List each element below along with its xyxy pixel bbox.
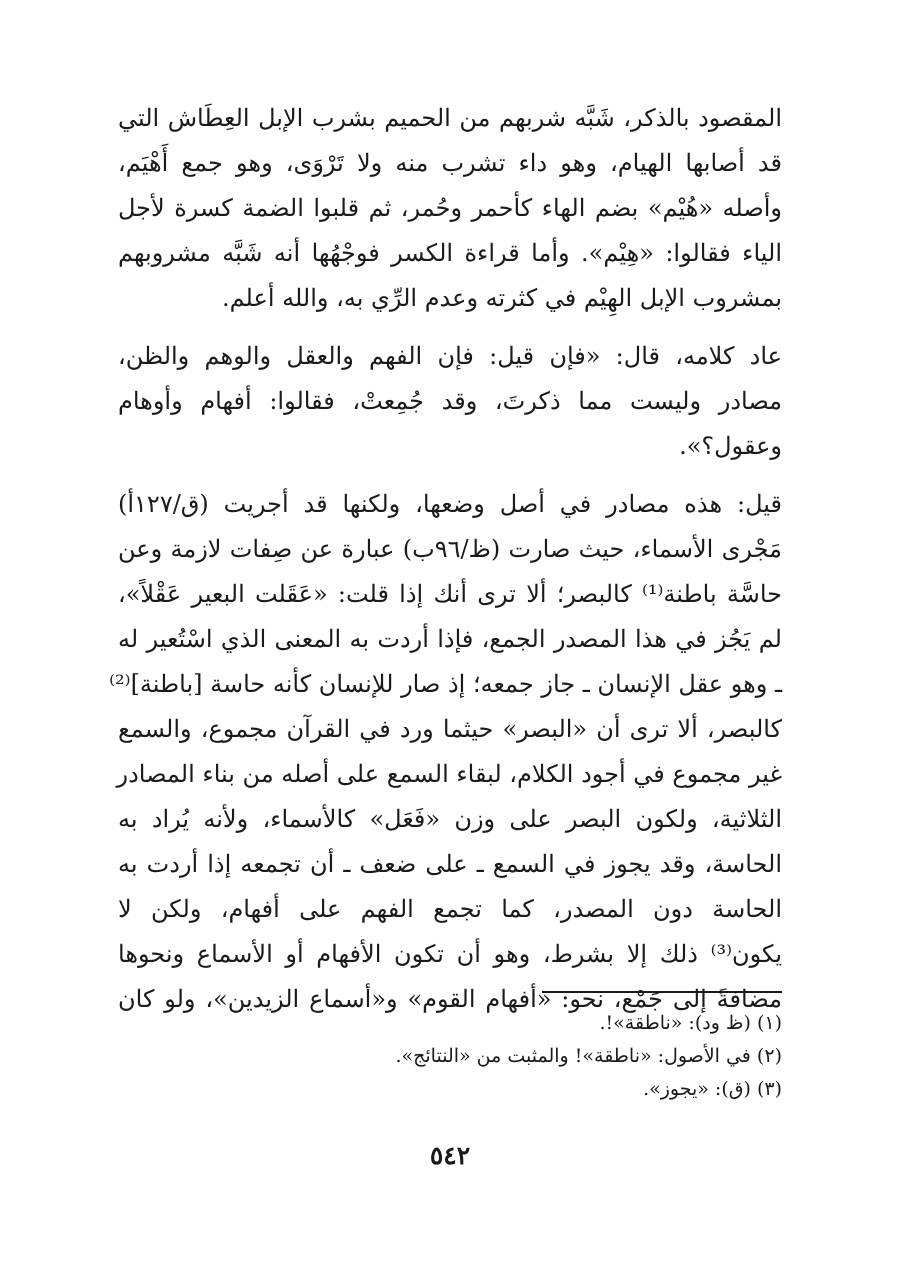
text-line: الثلاثية، ولكون البصر على وزن «فَعَل» كالأسماء، ولأنه يُراد به <box>118 805 782 833</box>
page-number: ٥٤٢ <box>429 1141 471 1170</box>
text-line: وعقول؟». <box>679 432 782 460</box>
main-text <box>109 96 783 1022</box>
text-line: الياء فقالوا: «هِيْم». وأما قراءة الكسر فوجْهُها أنه شَبَّه مشروبهم <box>118 239 782 267</box>
text-line: قيل: هذه مصادر في أصل وضعها، ولكنها قد أجريت (ق/١٢٧أ) <box>118 490 782 518</box>
footnote-3: (٣) (ق): «يجوز». <box>643 1078 782 1100</box>
paragraph-3 <box>109 482 783 1022</box>
text-line: حاسَّة باطنة⁽¹⁾ كالبصر؛ ألا ترى أنك إذا قلت: «عَقَلت البعير عَقْلاً»، <box>118 580 782 608</box>
text-line: غير مجموع في أجود الكلام، لبقاء السمع على أصله من بناء المصادر <box>116 760 782 788</box>
text-line: عاد كلامه، قال: «فإن قيل: فإن الفهم والعقل والوهم والظن، <box>118 342 782 370</box>
footnotes <box>118 1007 782 1106</box>
text-line: بمشروب الإبل الهِيْم في كثرته وعدم الرِّي به، والله أعلم. <box>221 284 782 312</box>
text-line: الحاسة دون المصدر، كما تجمع الفهم على أفهام، ولكن لا <box>118 895 782 923</box>
text-line: كالبصر، ألا ترى أن «البصر» حيثما ورد في القرآن مجموع، والسمع <box>118 715 782 743</box>
footnote-separator <box>542 991 782 993</box>
text-line: مضافةً إلى جَمْع، نحو: «أفهام القوم» و«أسماع الزيدين»، ولو كان <box>118 985 782 1013</box>
paragraph-1 <box>118 96 782 321</box>
text-line: ـ وهو عقل الإنسان ـ جاز جمعه؛ إذ صار للإنسان كأنه حاسة [باطنة]⁽²⁾ <box>109 670 782 698</box>
text-line: مصادر وليست مما ذكرتَ، وقد جُمِعتْ، فقالوا: أفهام وأوهام <box>118 387 782 415</box>
text-line: يكون⁽³⁾ ذلك إلا بشرط، وهو أن تكون الأفهام أو الأسماع ونحوها <box>118 940 782 968</box>
text-line: الحاسة، وقد يجوز في السمع ـ على ضعف ـ أن تجمعه إذا أردت به <box>118 850 783 878</box>
text-line: المقصود بالذكر، شَبَّه شربهم من الحميم بشرب الإبل العِطَاش التي <box>118 104 783 132</box>
footnote-2: (٢) في الأصول: «ناطقة»! والمثبت من «النتائج». <box>395 1045 782 1067</box>
text-line: وأصله «هُيْم» بضم الهاء كأحمر وحُمر، ثم قلبوا الضمة كسرة لأجل <box>118 194 782 222</box>
text-line: مَجْرى الأسماء، حيث صارت (ظ/٩٦ب) عبارة عن صِفات لازمة وعن <box>118 535 782 563</box>
footnote-1: (١) (ظ ود): «ناطقة»!. <box>599 1012 782 1034</box>
text-line: لم يَجُز في هذا المصدر الجمع، فإذا أردت به المعنى الذي اسْتُعير له <box>118 625 782 653</box>
paragraph-2 <box>118 334 782 469</box>
text-line: قد أصابها الهيام، وهو داء تشرب منه ولا تَرْوَى، وهو جمع أَهْيَم، <box>118 149 782 177</box>
